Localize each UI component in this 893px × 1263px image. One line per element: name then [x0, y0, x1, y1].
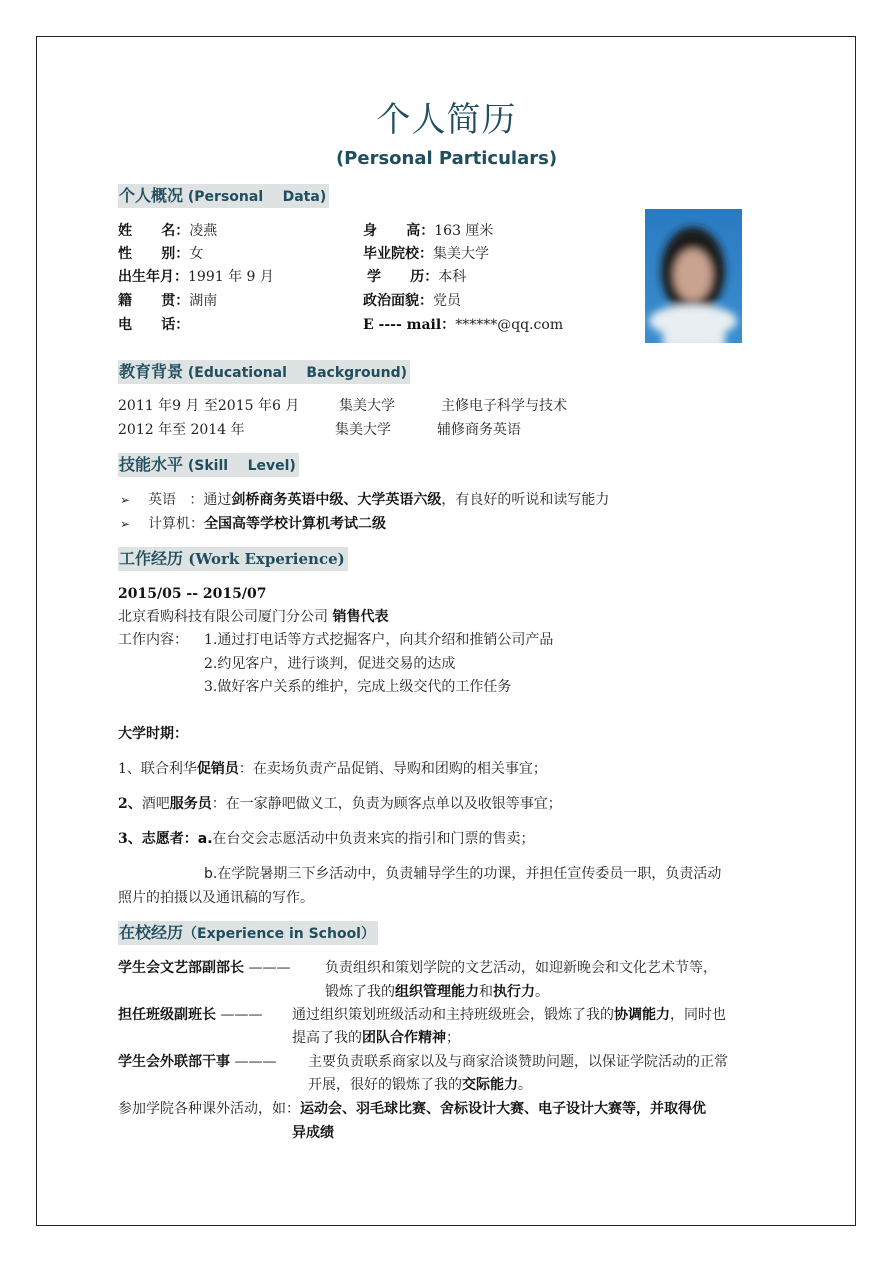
page-subtitle: (Personal Particulars)	[335, 148, 558, 169]
university-item-3b-line1: b.在学院暑期三下乡活动中，负责辅导学生的功课，并担任宣传委员一职，负责活动	[204, 866, 722, 882]
school-extra-line1: 参加学院各种课外活动，如：运动会、羽毛球比赛、舍标设计大赛、电子设计大赛等，并取得优	[118, 1101, 706, 1117]
personal-height: 身 高：163 厘米	[363, 223, 494, 239]
work-item-3: 3.做好客户关系的维护，完成上级交代的工作任务	[204, 679, 512, 695]
personal-degree: 学 历：本科	[367, 269, 467, 285]
university-item-3: 3、志愿者：a.在台交会志愿活动中负责来宾的指引和门票的售卖；	[118, 831, 535, 847]
school-role-1: 学生会文艺部副部长 ———	[118, 960, 291, 976]
section-skills-heading: 技能水平 (Skill Level)	[118, 453, 299, 477]
skill-english: ➢ 英语 ：通过剑桥商务英语中级、大学英语六级，有良好的听说和读写能力	[120, 492, 610, 508]
bullet-arrow-icon: ➢	[120, 517, 131, 531]
university-item-1: 1、联合利华促销员：在卖场负责产品促销、导购和团购的相关事宜；	[118, 761, 547, 777]
personal-school: 毕业院校：集美大学	[363, 246, 489, 262]
education-school-1: 集美大学	[339, 398, 395, 414]
personal-gender: 性 别：女	[118, 246, 204, 262]
section-personal-heading: 个人概况 (Personal Data)	[118, 184, 329, 208]
university-item-3b-line2: 照片的拍摄以及通讯稿的写作。	[118, 890, 314, 906]
section-school-heading: 在校经历（Experience in School）	[118, 921, 378, 945]
school-role-2: 担任班级副班长 ———	[118, 1007, 263, 1023]
school-role-3-line1: 主要负责联系商家以及与商家洽谈赞助问题，以保证学院活动的正常	[308, 1054, 728, 1070]
education-period-2: 2012 年至 2014 年	[118, 422, 245, 438]
work-company: 北京看购科技有限公司厦门分公司 销售代表	[118, 609, 389, 625]
school-role-3-line2: 开展，很好的锻炼了我的交际能力。	[308, 1077, 532, 1093]
personal-phone: 电 话：	[118, 317, 190, 333]
personal-email: E ---- mail：******@qq.com	[363, 317, 564, 333]
work-item-1: 1.通过打电话等方式挖掘客户，向其介绍和推销公司产品	[204, 632, 554, 648]
school-role-3: 学生会外联部干事 ———	[118, 1054, 277, 1070]
work-item-2: 2.约见客户，进行谈判，促进交易的达成	[204, 656, 456, 672]
skill-computer: ➢ 计算机：全国高等学校计算机考试二级	[120, 516, 387, 532]
profile-photo	[645, 209, 742, 343]
page-title: 个人简历	[376, 100, 517, 140]
school-extra-line2: 异成绩	[292, 1125, 334, 1141]
university-heading: 大学时期：	[118, 726, 188, 742]
work-content-label: 工作内容：	[118, 632, 188, 648]
personal-origin: 籍 贯：湖南	[118, 293, 218, 309]
university-item-2: 2、酒吧服务员：在一家静吧做义工，负责为顾客点单以及收银等事宜；	[118, 796, 562, 812]
education-major-2: 辅修商务英语	[437, 422, 521, 438]
personal-politics: 政治面貌：党员	[363, 293, 461, 309]
education-major-1: 主修电子科学与技术	[441, 398, 567, 414]
section-education-heading: 教育背景 (Educational Background)	[118, 360, 410, 384]
school-role-1-line1: 负责组织和策划学院的文艺活动，如迎新晚会和文化艺术节等，	[325, 960, 717, 976]
school-role-1-line2: 锻炼了我的组织管理能力和执行力。	[325, 984, 549, 1000]
personal-birth: 出生年月：1991 年 9 月	[118, 269, 274, 285]
work-period: 2015/05 -- 2015/07	[118, 586, 267, 602]
personal-name: 姓 名：凌燕	[118, 223, 218, 239]
section-work-heading: 工作经历 (Work Experience)	[118, 547, 348, 571]
education-school-2: 集美大学	[335, 422, 391, 438]
education-period-1: 2011 年9 月 至2015 年6 月	[118, 398, 300, 414]
school-role-2-line2: 提高了我的团队合作精神；	[292, 1030, 460, 1046]
bullet-arrow-icon: ➢	[120, 493, 131, 507]
school-role-2-line1: 通过组织策划班级活动和主持班级班会，锻炼了我的协调能力，同时也	[292, 1007, 726, 1023]
